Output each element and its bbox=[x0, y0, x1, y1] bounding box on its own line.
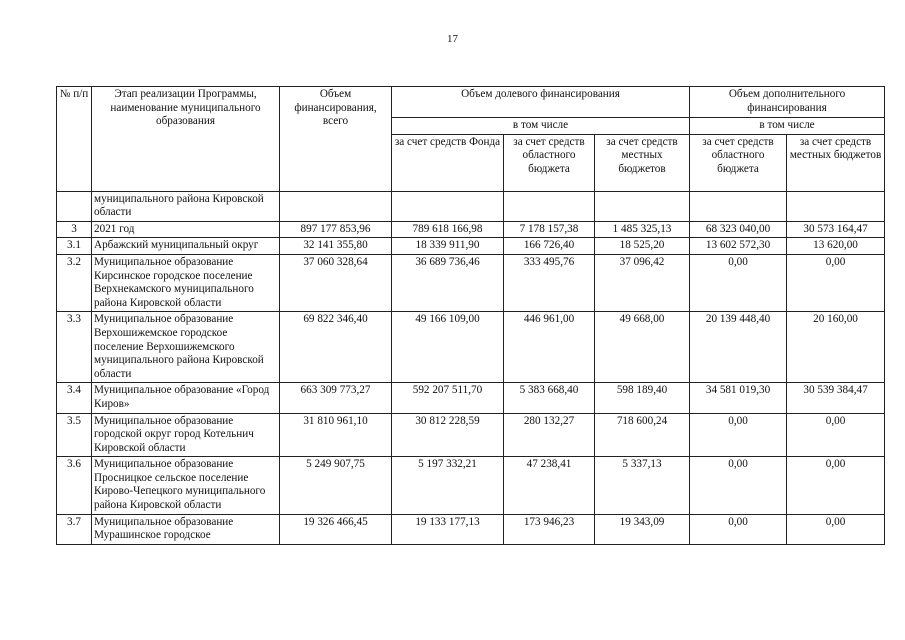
row-total: 37 060 328,64 bbox=[280, 254, 392, 311]
header-num: № п/п bbox=[57, 87, 92, 192]
table-row bbox=[57, 221, 885, 238]
row-num: 3.4 bbox=[57, 383, 92, 413]
row-fund: 36 689 736,46 bbox=[392, 254, 504, 311]
row-local: 37 096,42 bbox=[595, 254, 690, 311]
table-row bbox=[57, 191, 885, 221]
row-total: 19 326 466,45 bbox=[280, 514, 392, 544]
row-fund: 5 197 332,21 bbox=[392, 457, 504, 514]
row-local: 718 600,24 bbox=[595, 413, 690, 457]
row-total bbox=[280, 191, 392, 221]
row-fund: 49 166 109,00 bbox=[392, 312, 504, 383]
row-add-local: 0,00 bbox=[787, 457, 885, 514]
table-row bbox=[57, 383, 885, 413]
header-regional: за счет средств областного бюджета bbox=[504, 134, 595, 191]
header-additional-including: в том числе bbox=[690, 118, 885, 135]
row-add-regional bbox=[690, 191, 787, 221]
row-total: 32 141 355,80 bbox=[280, 238, 392, 255]
header-add-local: за счет средств местных бюджетов bbox=[787, 134, 885, 191]
table-row bbox=[57, 457, 885, 514]
row-num: 3.7 bbox=[57, 514, 92, 544]
row-add-local: 30 539 384,47 bbox=[787, 383, 885, 413]
row-num: 3.1 bbox=[57, 238, 92, 255]
row-name: Муниципальное образование Просницкое сельское поселение Кирово-Чепецкого муниципального района Кировской области bbox=[92, 457, 280, 514]
row-add-local: 13 620,00 bbox=[787, 238, 885, 255]
row-local: 5 337,13 bbox=[595, 457, 690, 514]
row-add-regional: 68 323 040,00 bbox=[690, 221, 787, 238]
row-num bbox=[57, 191, 92, 221]
row-add-local bbox=[787, 191, 885, 221]
row-regional: 173 946,23 bbox=[504, 514, 595, 544]
row-num: 3 bbox=[57, 221, 92, 238]
row-add-regional: 0,00 bbox=[690, 457, 787, 514]
row-regional bbox=[504, 191, 595, 221]
row-num: 3.2 bbox=[57, 254, 92, 311]
header-share: Объем долевого финансирования bbox=[392, 87, 690, 118]
row-regional: 47 238,41 bbox=[504, 457, 595, 514]
row-name: Муниципальное образование городской округ город Котельнич Кировской области bbox=[92, 413, 280, 457]
row-fund: 592 207 511,70 bbox=[392, 383, 504, 413]
row-add-local: 0,00 bbox=[787, 254, 885, 311]
row-total: 69 822 346,40 bbox=[280, 312, 392, 383]
row-total: 5 249 907,75 bbox=[280, 457, 392, 514]
row-name: 2021 год bbox=[92, 221, 280, 238]
row-add-regional: 0,00 bbox=[690, 514, 787, 544]
row-add-regional: 0,00 bbox=[690, 413, 787, 457]
table-row bbox=[57, 254, 885, 311]
row-regional: 7 178 157,38 bbox=[504, 221, 595, 238]
row-regional: 280 132,27 bbox=[504, 413, 595, 457]
row-regional: 166 726,40 bbox=[504, 238, 595, 255]
row-local bbox=[595, 191, 690, 221]
row-fund: 19 133 177,13 bbox=[392, 514, 504, 544]
table-row bbox=[57, 514, 885, 544]
page-number: 17 bbox=[447, 33, 458, 45]
header-additional: Объем дополнительного финансирования bbox=[690, 87, 885, 118]
row-add-local: 0,00 bbox=[787, 413, 885, 457]
row-add-local: 20 160,00 bbox=[787, 312, 885, 383]
header-local: за счет средств местных бюджетов bbox=[595, 134, 690, 191]
row-total: 31 810 961,10 bbox=[280, 413, 392, 457]
row-local: 18 525,20 bbox=[595, 238, 690, 255]
row-add-regional: 20 139 448,40 bbox=[690, 312, 787, 383]
row-name: Муниципальное образование Верхошижемское городское поселение Верхошижемского муниципального района Кировской области bbox=[92, 312, 280, 383]
row-fund: 30 812 228,59 bbox=[392, 413, 504, 457]
row-regional: 446 961,00 bbox=[504, 312, 595, 383]
row-add-local: 0,00 bbox=[787, 514, 885, 544]
row-regional: 5 383 668,40 bbox=[504, 383, 595, 413]
table-row bbox=[57, 413, 885, 457]
row-num: 3.3 bbox=[57, 312, 92, 383]
row-add-regional: 13 602 572,30 bbox=[690, 238, 787, 255]
row-add-regional: 0,00 bbox=[690, 254, 787, 311]
row-name: Муниципальное образование Кирсинское городское поселение Верхнекамского муниципального района Кировской области bbox=[92, 254, 280, 311]
row-fund: 18 339 911,90 bbox=[392, 238, 504, 255]
table-row bbox=[57, 312, 885, 383]
row-name: Муниципальное образование «Город Киров» bbox=[92, 383, 280, 413]
row-total: 897 177 853,96 bbox=[280, 221, 392, 238]
row-fund: 789 618 166,98 bbox=[392, 221, 504, 238]
row-name: Арбажский муниципальный округ bbox=[92, 238, 280, 255]
row-fund bbox=[392, 191, 504, 221]
row-local: 1 485 325,13 bbox=[595, 221, 690, 238]
header-fund: за счет средств Фонда bbox=[392, 134, 504, 191]
row-name: муниципального района Кировской области bbox=[92, 191, 280, 221]
header-add-regional: за счет средств областного бюджета bbox=[690, 134, 787, 191]
table-row bbox=[57, 238, 885, 255]
row-total: 663 309 773,27 bbox=[280, 383, 392, 413]
header-stage: Этап реализации Программы, наименование муниципального образования bbox=[92, 87, 280, 192]
row-num: 3.5 bbox=[57, 413, 92, 457]
row-num: 3.6 bbox=[57, 457, 92, 514]
header-share-including: в том числе bbox=[392, 118, 690, 135]
row-regional: 333 495,76 bbox=[504, 254, 595, 311]
row-local: 598 189,40 bbox=[595, 383, 690, 413]
financing-table bbox=[56, 86, 885, 545]
row-add-local: 30 573 164,47 bbox=[787, 221, 885, 238]
row-local: 19 343,09 bbox=[595, 514, 690, 544]
row-name: Муниципальное образование Мурашинское городское bbox=[92, 514, 280, 544]
row-add-regional: 34 581 019,30 bbox=[690, 383, 787, 413]
header-total: Объем финансирования, всего bbox=[280, 87, 392, 192]
row-local: 49 668,00 bbox=[595, 312, 690, 383]
